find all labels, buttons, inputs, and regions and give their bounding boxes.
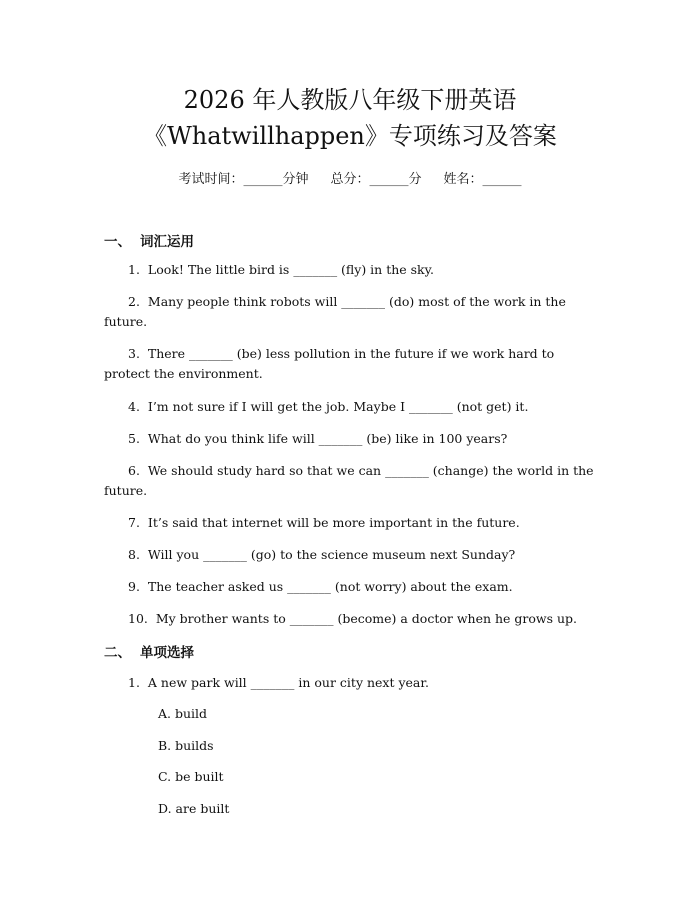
section-title: 单项选择 — [140, 645, 194, 661]
question-text: My brother wants to _______ (become) a doctor when he grows up. — [155, 611, 578, 626]
title-line-2: 《Whatwillhappen》专项练习及答案 — [143, 122, 557, 150]
question-text: There _______ (be) less pollution in the future if we work hard to protect the environment. — [104, 346, 555, 381]
question-text: Look! The little bird is _______ (fly) in the sky. — [147, 262, 434, 277]
question-text: It’s said that internet will be more important in the future. — [147, 515, 520, 530]
question-item — [104, 673, 604, 693]
question-item — [104, 397, 604, 417]
answer-option-d: D. are built — [158, 801, 230, 816]
question-item — [104, 429, 604, 449]
section-title: 词汇运用 — [140, 234, 194, 250]
question-number: 1. — [128, 675, 140, 690]
section-number: 二、 — [104, 645, 131, 661]
answer-option-b: B. builds — [158, 738, 214, 753]
question-number: 7. — [128, 515, 140, 530]
title-line-1: 2026 年人教版八年级下册英语 — [183, 86, 517, 114]
question-text: What do you think life will _______ (be) like in 100 years? — [147, 431, 508, 446]
question-text: We should study hard so that we can _______ (change) the world in the future. — [104, 463, 594, 498]
question-text: A new park will _______ in our city next year. — [147, 675, 429, 690]
question-text: The teacher asked us _______ (not worry) about the exam. — [147, 579, 513, 594]
answer-option-a: A. build — [158, 706, 208, 721]
question-text: I’m not sure if I will get the job. Maybe I _______ (not get) it. — [147, 399, 529, 414]
question-item — [104, 609, 604, 629]
question-number: 9. — [128, 579, 140, 594]
question-item — [104, 461, 604, 501]
exam-time: 考试时间：______分钟 — [178, 172, 309, 187]
question-text: Many people think robots will _______ (do) most of the work in the future. — [104, 294, 566, 329]
question-item — [104, 545, 604, 565]
question-number: 3. — [128, 346, 140, 361]
question-item — [104, 577, 604, 597]
question-text: Will you _______ (go) to the science museum next Sunday? — [147, 547, 516, 562]
question-number: 2. — [128, 294, 140, 309]
exam-name-field: 姓名：______ — [443, 172, 522, 187]
exam-total-score: 总分：______分 — [330, 172, 422, 187]
question-item — [104, 292, 604, 332]
exam-meta — [0, 168, 700, 187]
question-item — [104, 344, 604, 384]
section-number: 一、 — [104, 234, 131, 250]
section-heading-vocabulary — [104, 230, 194, 250]
question-number: 6. — [128, 463, 140, 478]
answer-option-c: C. be built — [158, 769, 224, 784]
section-heading-multiple-choice — [104, 641, 194, 661]
question-number: 10. — [128, 611, 148, 626]
question-number: 4. — [128, 399, 140, 414]
question-number: 8. — [128, 547, 140, 562]
question-number: 1. — [128, 262, 140, 277]
question-item — [104, 513, 604, 533]
question-item — [104, 260, 604, 280]
question-number: 5. — [128, 431, 140, 446]
